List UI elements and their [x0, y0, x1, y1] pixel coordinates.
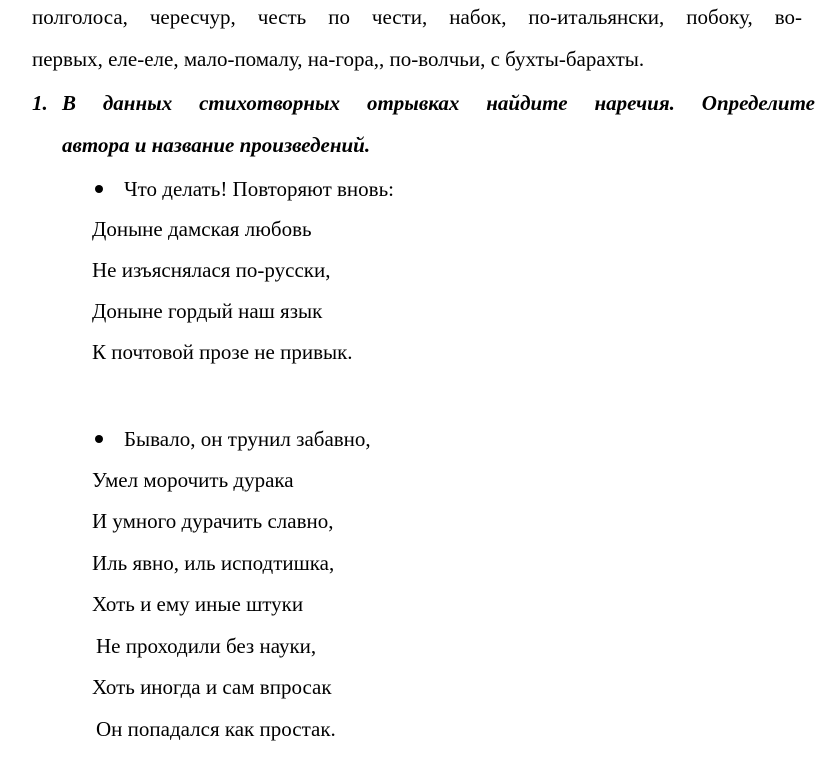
- poem-1-line-3: Не изъяснялася по-русски,: [92, 258, 331, 282]
- poem-2-line-4: Иль явно, иль исподтишка,: [92, 551, 335, 575]
- intro-word: набок,: [449, 5, 507, 29]
- intro-word: честь: [257, 5, 307, 29]
- poem-2-line-3: И умного дурачить славно,: [92, 509, 334, 533]
- poem-1-line-1: Что делать! Повторяют вновь:: [124, 177, 394, 201]
- task-word: стихотворных: [199, 91, 341, 115]
- poem-2-line-8: Он попадался как простак.: [96, 717, 336, 741]
- intro-word: чересчур,: [149, 5, 236, 29]
- task-word: наречия.: [594, 91, 675, 115]
- intro-word: по-итальянски,: [528, 5, 665, 29]
- task-word: отрывках: [366, 91, 460, 115]
- task-word: В: [62, 91, 77, 115]
- poem-1-line-5: К почтовой прозе не привык.: [92, 340, 353, 364]
- intro-word: чести,: [371, 5, 428, 29]
- poem-2-line-6: Не проходили без науки,: [96, 634, 317, 658]
- poem-1-line-2: Доныне дамская любовь: [92, 217, 312, 241]
- intro-line-1: [32, 4, 802, 30]
- task-word: данных: [102, 91, 173, 115]
- poem-1-line-4: Доныне гордый наш язык: [92, 299, 323, 323]
- poem-2-line-5: Хоть и ему иные штуки: [92, 592, 304, 616]
- task-word: Определите: [701, 91, 815, 115]
- task-line-1: [62, 90, 815, 116]
- poem-2-line-2: Умел морочить дурака: [92, 468, 294, 492]
- task-word: найдите: [486, 91, 568, 115]
- bullet-icon: [95, 185, 103, 193]
- poem-2-line-1: Бывало, он трунил забавно,: [124, 427, 371, 451]
- intro-word: побоку,: [686, 5, 753, 29]
- bullet-icon: [95, 435, 103, 443]
- intro-word: по: [328, 5, 350, 29]
- intro-word: полголоса,: [32, 5, 128, 29]
- poem-2-line-7: Хоть иногда и сам впросак: [92, 675, 332, 699]
- intro-word: во-: [774, 5, 802, 29]
- task-line-2: автора и название произведений.: [62, 133, 371, 157]
- intro-line-2: первых, еле-еле, мало-помалу, на-гора,, по-волчьи, с бухты-барахты.: [32, 47, 645, 71]
- task-number: 1.: [32, 91, 48, 115]
